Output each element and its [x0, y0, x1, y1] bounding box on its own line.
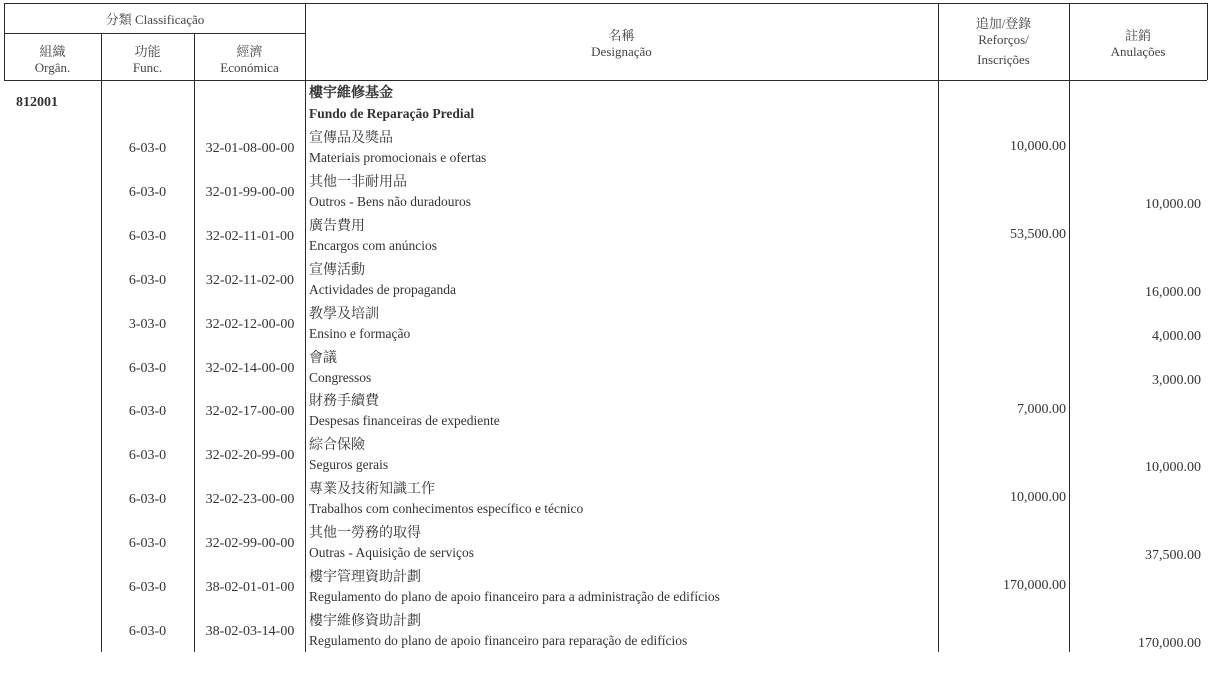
org-code: 812001	[16, 95, 58, 110]
col-line-func	[194, 33, 195, 652]
row-econ: 38-02-01-01-00	[205, 580, 295, 595]
row-desc-cn: 財務手續費	[309, 394, 379, 410]
row-desc-cn: 宣傳活動	[309, 262, 365, 278]
row-func: 6-03-0	[128, 536, 167, 552]
header-reforco-pt2: Inscrições	[977, 52, 1030, 67]
row-econ: 32-02-11-02-00	[205, 272, 295, 288]
row-desc-cn: 教學及培訓	[309, 306, 379, 322]
row-desc-cn: 綜合保險	[309, 438, 365, 454]
row-func: 6-03-0	[128, 184, 167, 200]
row-econ: 38-02-03-14-00	[205, 623, 295, 639]
header-classification: 分類 Classificação	[105, 12, 205, 27]
col-line-org	[101, 33, 102, 652]
col-line-desig	[938, 3, 939, 652]
row-func: 6-03-0	[128, 141, 167, 156]
row-desc-pt: Seguros gerais	[309, 457, 389, 473]
header-bottom-border	[4, 80, 1207, 81]
row-func: 6-03-0	[128, 623, 167, 639]
row-desc-cn: 樓宇維修資助計劃	[309, 613, 421, 629]
header-econ	[194, 44, 305, 76]
row-reforco: 7,000.00	[1017, 402, 1066, 418]
top-border	[4, 3, 1207, 4]
row-econ: 32-02-12-00-00	[205, 316, 295, 332]
row-econ: 32-02-17-00-00	[205, 404, 295, 420]
row-reforco: 10,000.00	[1010, 490, 1066, 506]
row-anulacao: 10,000.00	[1145, 196, 1201, 212]
row-desc-pt: Encargos com anúncios	[309, 237, 437, 253]
row-desc-cn: 宣傳品及獎品	[309, 131, 393, 146]
row-desc-cn: 樓宇管理資助計劃	[309, 570, 421, 585]
header-org	[4, 44, 101, 76]
row-desc-pt: Outros - Bens não duradouros	[309, 193, 471, 209]
header-func-cn: 功能	[134, 44, 161, 59]
row-func: 6-03-0	[128, 404, 167, 420]
row-func: 6-03-0	[128, 492, 167, 508]
row-desc-pt: Regulamento do plano de apoio financeiro para reparação de edifícios	[309, 632, 688, 648]
row-econ: 32-02-99-00-00	[205, 536, 295, 552]
row-desc-pt: Actividades de propaganda	[309, 281, 456, 297]
row-func: 3-03-0	[128, 316, 167, 332]
row-econ: 32-01-08-00-00	[205, 141, 295, 156]
header-org-cn: 組織	[39, 44, 66, 59]
classification-divider	[4, 33, 306, 34]
row-econ: 32-02-11-01-00	[205, 228, 295, 244]
row-desc-pt: Outras - Aquisição de serviços	[309, 545, 474, 561]
header-org-pt: Orgân.	[34, 60, 71, 75]
row-reforco: 53,500.00	[1010, 226, 1066, 242]
row-econ: 32-02-14-00-00	[205, 360, 295, 376]
header-econ-cn: 經濟	[236, 44, 263, 59]
header-designation	[305, 28, 938, 60]
header-reforcos	[938, 16, 1069, 68]
row-anulacao: 16,000.00	[1145, 284, 1201, 300]
row-econ: 32-02-23-00-00	[205, 492, 295, 508]
header-anulacoes	[1069, 28, 1207, 60]
row-desc-cn: 其他一非耐用品	[309, 174, 407, 190]
row-reforco: 170,000.00	[1003, 578, 1066, 593]
row-anulacao: 3,000.00	[1152, 372, 1201, 388]
row-desc-cn: 廣告費用	[309, 218, 365, 234]
row-desc-cn: 會議	[309, 350, 337, 366]
row-desc-pt: Ensino e formação	[309, 325, 411, 341]
group-title-cn: 樓宇維修基金	[309, 86, 393, 101]
row-desc-pt: Trabalhos com conhecimentos específico e técnico	[309, 501, 584, 517]
header-reforco-cn: 追加/登錄	[975, 16, 1032, 31]
header-anul-pt: Anulações	[1110, 44, 1166, 59]
row-desc-cn: 專業及技術知識工作	[309, 482, 435, 498]
row-anulacao: 4,000.00	[1152, 328, 1201, 344]
row-anulacao: 170,000.00	[1138, 635, 1201, 651]
col-line-reforco	[1069, 3, 1070, 652]
row-econ: 32-02-20-99-00	[205, 448, 295, 464]
row-func: 6-03-0	[128, 272, 167, 288]
header-reforco-pt1: Reforços/	[978, 32, 1029, 47]
row-func: 6-03-0	[128, 448, 167, 464]
row-func: 6-03-0	[128, 228, 167, 244]
row-desc-pt: Regulamento do plano de apoio financeiro para a administração de edifícios	[309, 589, 720, 604]
row-func: 6-03-0	[128, 360, 167, 376]
header-anul-cn: 註銷	[1124, 28, 1151, 43]
row-anulacao: 37,500.00	[1145, 548, 1201, 564]
header-func	[101, 44, 194, 76]
row-reforco: 10,000.00	[1010, 139, 1066, 154]
header-econ-pt: Económica	[220, 60, 279, 75]
row-desc-cn: 其他一勞務的取得	[309, 526, 421, 542]
row-desc-pt: Congressos	[309, 369, 372, 385]
row-desc-pt: Materiais promocionais e ofertas	[309, 150, 487, 165]
row-func: 6-03-0	[128, 580, 167, 595]
header-desig-cn: 名稱	[608, 28, 635, 43]
row-desc-pt: Despesas financeiras de expediente	[309, 413, 500, 429]
row-anulacao: 10,000.00	[1145, 460, 1201, 476]
header-func-pt: Func.	[132, 60, 163, 75]
col-line-econ	[305, 3, 306, 652]
group-title-pt: Fundo de Reparação Predial	[309, 106, 475, 121]
header-desig-pt: Designação	[591, 44, 652, 59]
row-econ: 32-01-99-00-00	[205, 184, 295, 200]
